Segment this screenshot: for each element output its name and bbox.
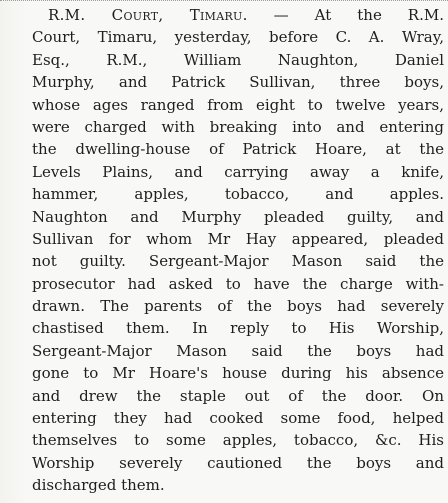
article-body: [0, 4, 448, 497]
article-line-4: Murphy, and Patrick Sullivan, three boys,: [32, 73, 444, 92]
article-line-5: whose ages ranged from eight to twelve years,: [32, 95, 444, 114]
article-line-14: drawn. The parents of the boys had severely: [32, 297, 444, 316]
article-line-20: themselves to some apples, tobacco, &c. His: [32, 431, 444, 450]
article-line-7: the dwelling-house of Patrick Hoare, at the: [32, 140, 444, 159]
top-dotted-rule: [0, 0, 448, 3]
heading-dash: —: [247, 6, 315, 24]
article-line-6: were charged with breaking into and entering: [32, 117, 444, 136]
article-line-8: Levels Plains, and carrying away a knife,: [32, 162, 444, 181]
article-line-3: Esq., R.M., William Naughton, Daniel: [32, 50, 444, 69]
article-line-15: chastised them. In reply to His Worship,: [32, 319, 444, 338]
article-heading: R.M. Court, Timaru.: [48, 6, 248, 24]
line-text: At the R.M.: [314, 6, 444, 24]
article-line-1: [0, 4, 448, 26]
article-line-21: Worship severely cautioned the boys and: [32, 453, 444, 472]
article-line-17: gone to Mr Hoare's house during his absence: [32, 364, 444, 383]
article-line-16: Sergeant-Major Mason said the boys had: [32, 341, 444, 360]
article-line-10: Naughton and Murphy pleaded guilty, and: [32, 207, 444, 226]
article-line-12: not guilty. Sergeant-Major Mason said the: [32, 252, 444, 271]
article-line-18: and drew the staple out of the door. On: [32, 386, 444, 405]
article-line-22: discharged them.: [32, 476, 165, 495]
article-line-11: Sullivan for whom Mr Hay appeared, pleaded: [32, 229, 444, 248]
article-line-13: prosecutor had asked to have the charge with-: [32, 274, 444, 293]
article-line-9: hammer, apples, tobacco, and apples.: [32, 185, 444, 204]
article-line-2: Court, Timaru, yesterday, before C. A. Wray,: [32, 28, 444, 47]
article-line-19: entering they had cooked some food, helped: [32, 409, 444, 428]
